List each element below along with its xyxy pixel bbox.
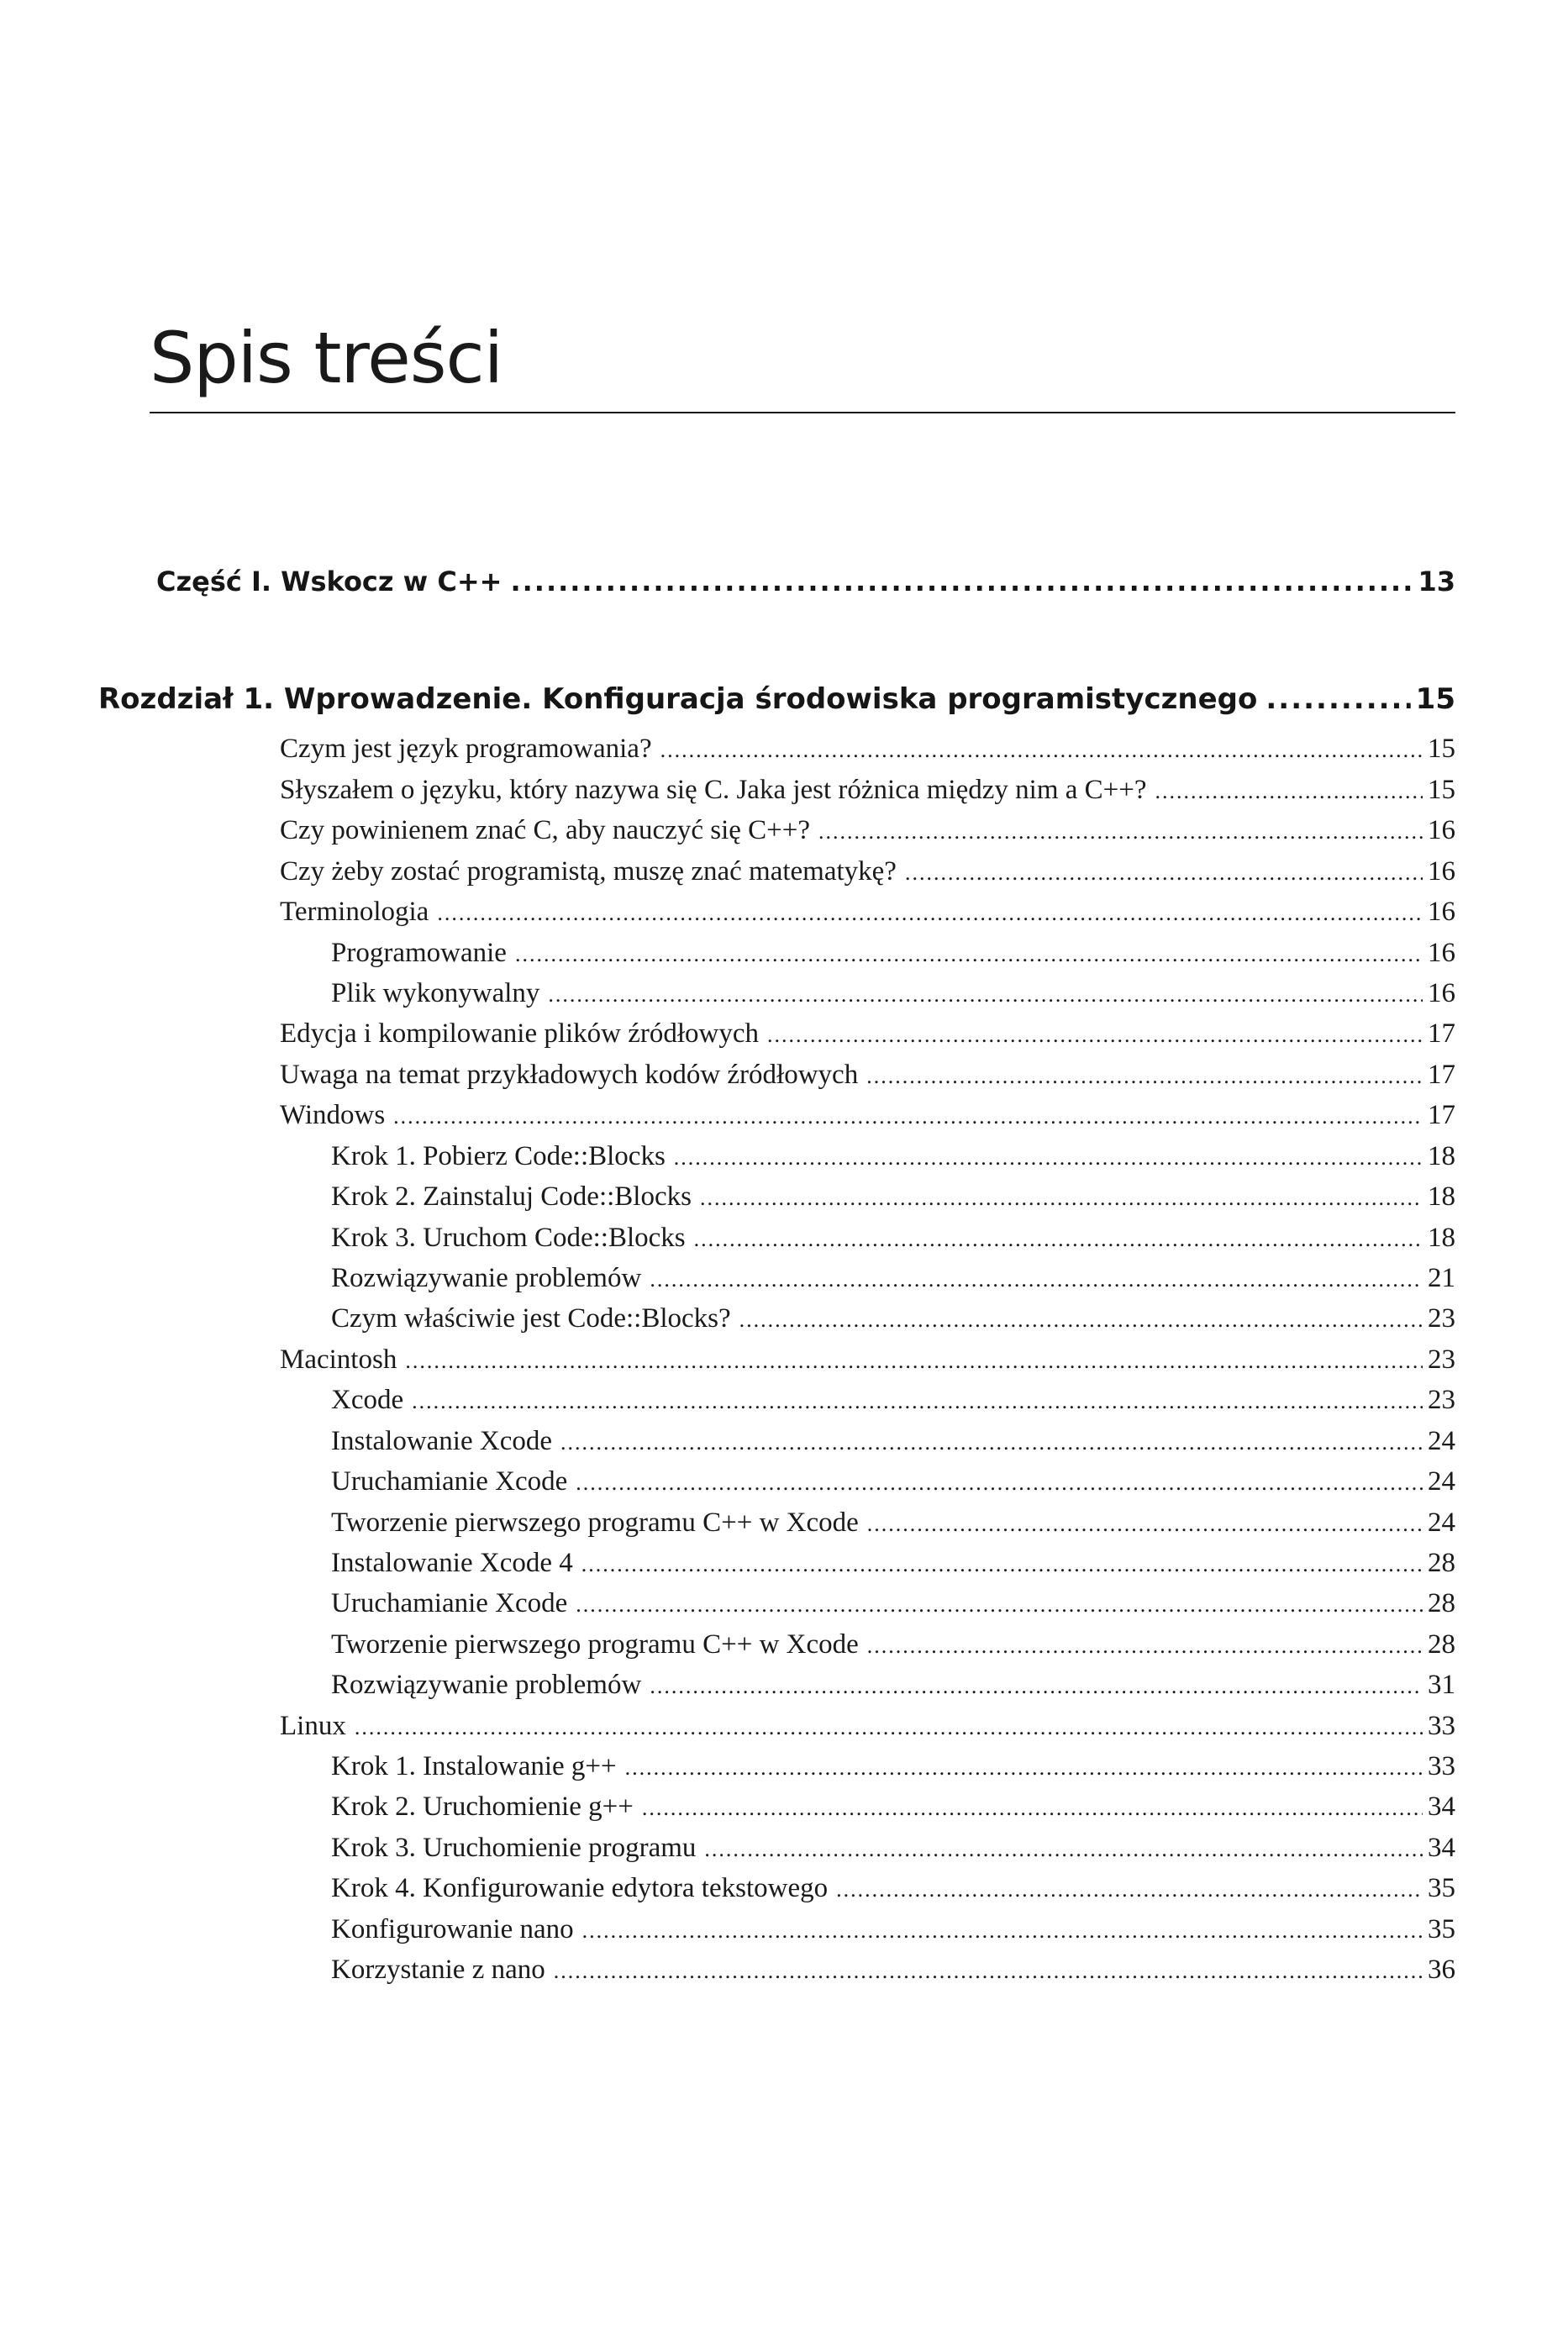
toc-subentry[interactable]: [331, 1670, 1455, 1701]
toc-entry-page: 17: [1428, 1018, 1455, 1049]
toc-entry-page: 36: [1428, 1955, 1455, 1985]
dot-leader: [625, 1755, 1423, 1781]
toc-entry-page: 16: [1428, 978, 1455, 1008]
toc-entry-page: 34: [1428, 1792, 1455, 1822]
toc-entry-page: 16: [1428, 938, 1455, 968]
toc-entry-page: 16: [1428, 815, 1455, 845]
toc-part-label: Część I. Wskocz w C++: [156, 566, 502, 597]
toc-entry-label: Krok 4. Konfigurowanie edytora tekstowego: [331, 1873, 829, 1903]
dot-leader: [650, 1267, 1423, 1292]
toc-entry-label: Krok 1. Instalowanie g++: [331, 1751, 617, 1781]
toc-entry-page: 18: [1428, 1223, 1455, 1253]
toc-entry-page: 15: [1428, 775, 1455, 805]
toc-subentry[interactable]: [331, 1873, 1455, 1904]
toc-entry-page: 34: [1428, 1833, 1455, 1863]
toc-entry[interactable]: [280, 1060, 1455, 1091]
toc-entry[interactable]: [280, 1018, 1455, 1050]
dot-leader: [412, 1389, 1423, 1414]
toc-chapter-label: Rozdział 1. Wprowadzenie. Konfiguracja środowiska programistycznego: [98, 682, 1258, 716]
toc-entry-label: Uruchamianie Xcode: [331, 1588, 568, 1618]
toc-entry-label: Xcode: [331, 1385, 404, 1415]
toc-entry-page: 18: [1428, 1181, 1455, 1212]
toc-entry-page: 24: [1428, 1426, 1455, 1456]
dot-leader: [739, 1308, 1423, 1333]
toc-subentry[interactable]: [331, 1426, 1455, 1457]
dot-leader: [393, 1104, 1423, 1129]
toc-entry-label: Terminologia: [280, 897, 429, 927]
toc-entry-label: Edycja i kompilowanie plików źródłowych: [280, 1018, 760, 1049]
toc-entry[interactable]: [280, 815, 1455, 846]
dot-leader: [515, 942, 1423, 967]
toc-entry-label: Plik wykonywalny: [331, 978, 540, 1008]
toc-entry-page: 16: [1428, 897, 1455, 927]
toc-entry-label: Konfigurowanie nano: [331, 1914, 574, 1944]
toc-entry[interactable]: [280, 1344, 1455, 1376]
dot-leader: [867, 1634, 1423, 1659]
dot-leader: [700, 1186, 1423, 1211]
toc-subentry[interactable]: [331, 1751, 1455, 1782]
dot-leader: [1155, 779, 1423, 804]
dot-leader: [576, 1471, 1423, 1496]
toc-entry-label: Czy żeby zostać programistą, muszę znać matematykę?: [280, 856, 897, 887]
dot-leader: [767, 1023, 1423, 1048]
toc-entry-page: 21: [1428, 1263, 1455, 1293]
toc-entry-label: Programowanie: [331, 938, 507, 968]
toc-chapter-entry[interactable]: [98, 682, 1455, 716]
dot-leader: [660, 738, 1423, 763]
toc-subentry[interactable]: [331, 1508, 1455, 1539]
toc-entry-label: Słyszałem o języku, który nazywa się C. Jaka jest różnica między nim a C++?: [280, 775, 1147, 805]
dot-leader: [694, 1227, 1423, 1252]
toc-part-entry[interactable]: [156, 566, 1455, 597]
toc-entry[interactable]: [280, 1100, 1455, 1131]
toc-entry-page: 28: [1428, 1588, 1455, 1618]
toc-entry-page: 17: [1428, 1100, 1455, 1130]
toc-entry-label: Czy powinienem znać C, aby nauczyć się C++?: [280, 815, 811, 845]
toc-entry-label: Krok 3. Uruchomienie programu: [331, 1833, 697, 1863]
toc-entry[interactable]: [280, 856, 1455, 887]
page-title: Spis treści: [150, 317, 503, 399]
dot-leader: [548, 982, 1423, 1008]
dot-leader: [510, 566, 1413, 597]
toc-subentry[interactable]: [331, 1263, 1455, 1294]
toc-entry-label: Krok 1. Pobierz Code::Blocks: [331, 1141, 666, 1171]
toc-entry-label: Windows: [280, 1100, 386, 1130]
toc-entry-page: 16: [1428, 856, 1455, 887]
dot-leader: [582, 1918, 1423, 1944]
toc-subentry[interactable]: [331, 1385, 1455, 1416]
toc-entry-page: 18: [1428, 1141, 1455, 1171]
dot-leader: [866, 1064, 1423, 1089]
toc-chapter-page: 15: [1415, 682, 1455, 716]
dot-leader: [674, 1145, 1423, 1171]
dot-leader: [576, 1592, 1423, 1618]
toc-entry-label: Czym jest język programowania?: [280, 734, 652, 764]
toc-entry-label: Rozwiązywanie problemów: [331, 1670, 642, 1700]
toc-entry-label: Instalowanie Xcode 4: [331, 1548, 573, 1578]
toc-subentry[interactable]: [331, 978, 1455, 1009]
dot-leader: [581, 1552, 1423, 1577]
dot-leader: [836, 1877, 1423, 1902]
dot-leader: [405, 1349, 1423, 1374]
toc-entry-page: 33: [1428, 1711, 1455, 1741]
toc-subentry[interactable]: [331, 1141, 1455, 1172]
dot-leader: [437, 901, 1423, 926]
dot-leader: [554, 1959, 1423, 1984]
toc-entry-page: 31: [1428, 1670, 1455, 1700]
toc-subentry[interactable]: [331, 1466, 1455, 1497]
toc-entry-label: Macintosh: [280, 1344, 397, 1375]
title-divider: [150, 412, 1455, 413]
toc-entry-page: 23: [1428, 1385, 1455, 1415]
dot-leader: [1265, 682, 1410, 716]
toc-entry-label: Krok 2. Uruchomienie g++: [331, 1792, 634, 1822]
toc-entry-label: Krok 3. Uruchom Code::Blocks: [331, 1223, 686, 1253]
toc-entry-label: Krok 2. Zainstaluj Code::Blocks: [331, 1181, 692, 1212]
toc-subentry[interactable]: [331, 1833, 1455, 1864]
toc-entry-label: Linux: [280, 1711, 346, 1741]
toc-entry-label: Tworzenie pierwszego programu C++ w Xcode: [331, 1508, 859, 1538]
toc-entry[interactable]: [280, 897, 1455, 928]
toc-entry-page: 15: [1428, 734, 1455, 764]
toc-entry-label: Uruchamianie Xcode: [331, 1466, 568, 1497]
toc-entry-page: 24: [1428, 1466, 1455, 1497]
dot-leader: [560, 1430, 1423, 1455]
toc-subentry[interactable]: [331, 1914, 1455, 1945]
dot-leader: [650, 1674, 1423, 1699]
toc-entry-label: Uwaga na temat przykładowych kodów źródłowych: [280, 1060, 859, 1090]
toc-entry[interactable]: [280, 734, 1455, 765]
toc-entry-label: Korzystanie z nano: [331, 1955, 545, 1985]
dot-leader: [355, 1715, 1423, 1740]
toc-entry-page: 23: [1428, 1303, 1455, 1334]
toc-subentry[interactable]: [331, 1955, 1455, 1986]
dot-leader: [642, 1796, 1423, 1821]
toc-entry[interactable]: [280, 775, 1455, 806]
toc-entry[interactable]: [280, 1711, 1455, 1742]
toc-entry-page: 33: [1428, 1751, 1455, 1781]
dot-leader: [905, 860, 1423, 886]
toc-entry-page: 28: [1428, 1629, 1455, 1660]
toc-entry-page: 23: [1428, 1344, 1455, 1375]
toc-subentry[interactable]: [331, 1792, 1455, 1823]
toc-subentry[interactable]: [331, 1629, 1455, 1660]
dot-leader: [867, 1512, 1423, 1537]
toc-subentry[interactable]: [331, 1223, 1455, 1254]
toc-subentry[interactable]: [331, 938, 1455, 969]
toc-entry-page: 35: [1428, 1914, 1455, 1944]
toc-entry-label: Instalowanie Xcode: [331, 1426, 552, 1456]
toc-entry-page: 35: [1428, 1873, 1455, 1903]
toc-entry-label: Rozwiązywanie problemów: [331, 1263, 642, 1293]
toc-entry-page: 17: [1428, 1060, 1455, 1090]
dot-leader: [704, 1837, 1423, 1862]
toc-entry-page: 28: [1428, 1548, 1455, 1578]
dot-leader: [818, 819, 1423, 845]
toc-subentry[interactable]: [331, 1181, 1455, 1213]
toc-subentry[interactable]: [331, 1303, 1455, 1334]
toc-subentry[interactable]: [331, 1588, 1455, 1619]
toc-entry-page: 24: [1428, 1508, 1455, 1538]
toc-entry-label: Tworzenie pierwszego programu C++ w Xcode: [331, 1629, 859, 1660]
toc-part-page: 13: [1418, 566, 1455, 597]
toc-entry-label: Czym właściwie jest Code::Blocks?: [331, 1303, 731, 1334]
toc-subentry[interactable]: [331, 1548, 1455, 1579]
